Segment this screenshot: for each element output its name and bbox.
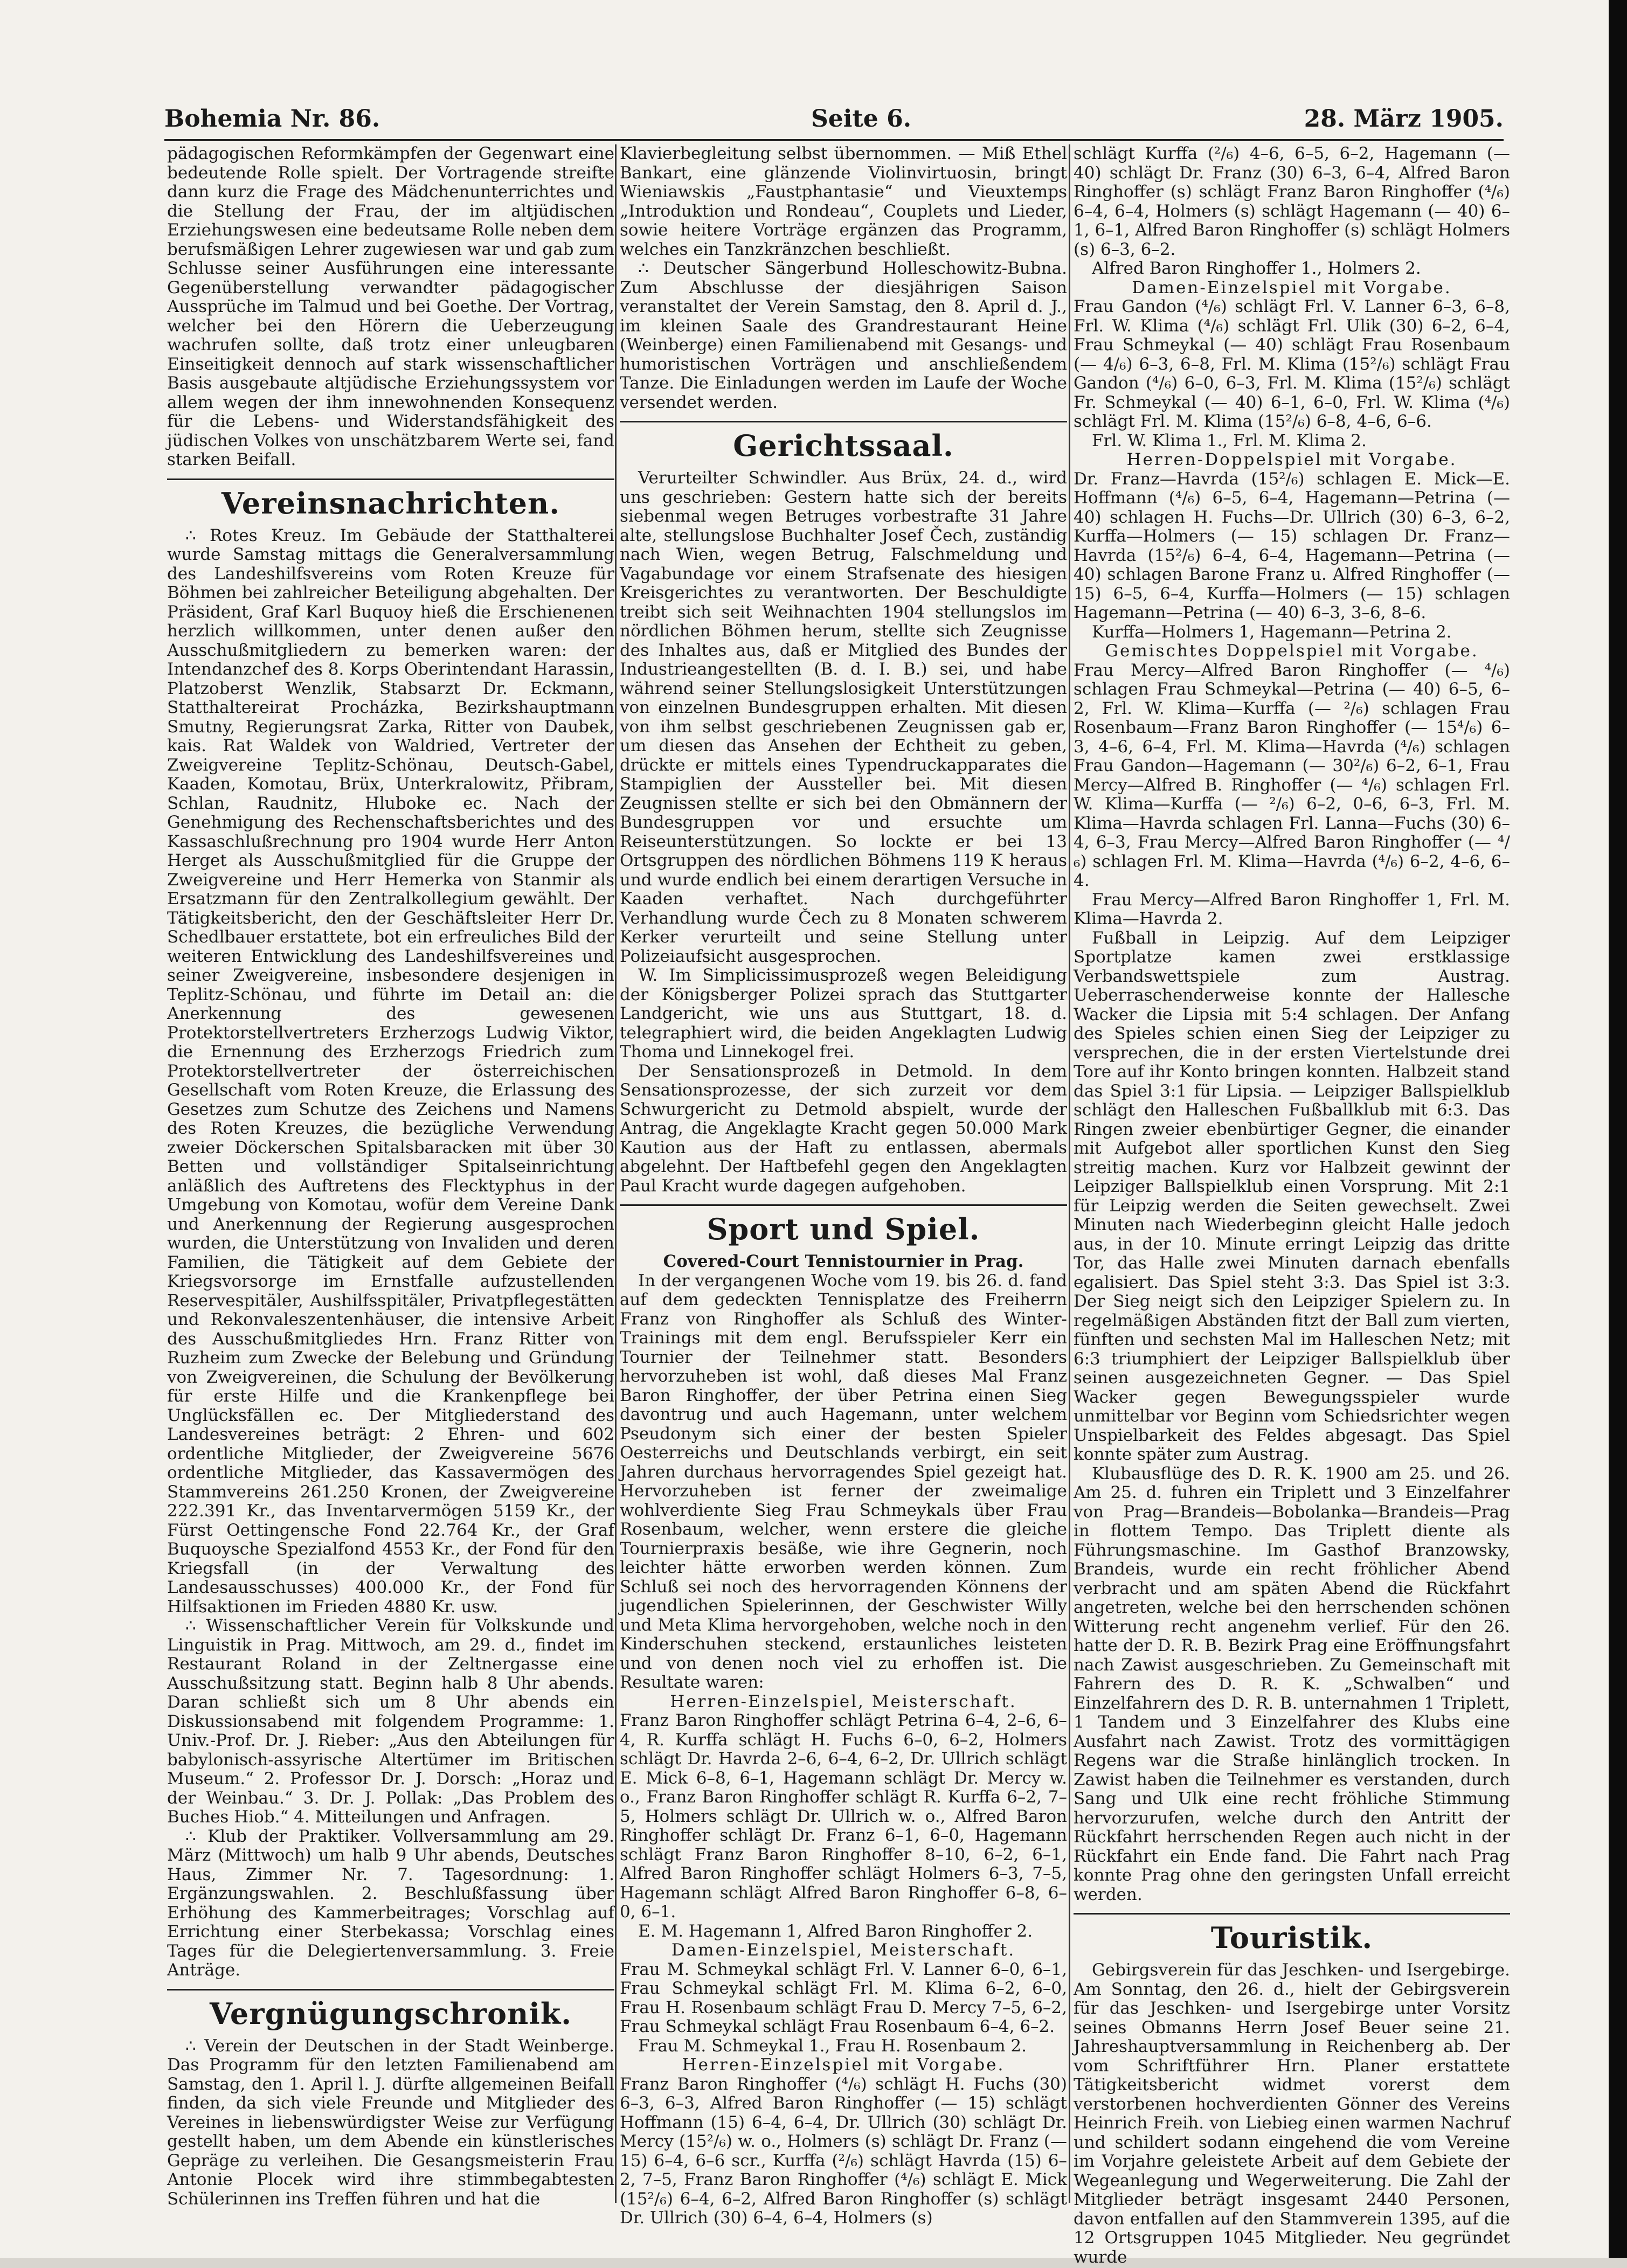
results-ranking: Frau Mercy—Alfred Baron Ringhoffer 1, Frl. M. Klima—Havrda 2. [1074,890,1510,928]
section-heading-gerichtssaal: Gerichtssaal. [733,428,954,463]
section-rule [167,1989,614,1990]
section-heading-vereinsnachrichten: Vereinsnachrichten. [221,485,560,521]
results-ranking: Frau M. Schmeykal 1., Frau H. Rosenbaum 2. [638,2036,1027,2056]
results-text: Frau M. Schmeykal schlägt Frl. V. Lanner 6–0, 6–1, Frau Schmeykal schlägt Frl. M. Klima 6–2, 6–0, Frau H. Rosenbaum schlägt Frau D. Mercy 7–5, 6–2, Frau Schmeykal schlägt Frau Rosenbaum 6–4, 6–2. [620,1959,1067,2036]
results-heading: Herren-Einzelspiel mit Vorgabe. [682,2055,1005,2075]
article-detmold: Der Sensationsprozeß in Detmold. In dem Sensationsprozesse, der sich zurzeit vor dem Schwurgericht zu Detmold abspielt, wurde der Antrag, die Angeklagte Kracht gegen 50.000 Mark Kaution aus der Haft zu entlassen, abermals abgelehnt. Der Haftbefehl gegen den Angeklagten Paul Kracht wurde dagegen aufgehoben. [620,1061,1067,1196]
results-ranking: Alfred Baron Ringhoffer 1., Holmers 2. [1092,259,1421,278]
results-text: Frau Gandon (⁴/₆) schlägt Frl. V. Lanner 6–3, 6–8, Frl. W. Klima (⁴/₆) schlägt Frl. Ulik (30) 6–2, 6–4, Frau Schmeykal (— 40) schlägt Frau Rosenbaum (— 4/₆) 6–3, 6–8, Frl. M. Klima (15²/₆) schlägt Frau Gandon (⁴/₆) 6–0, 6–3, Frl. M. Klima (15²/₆) schlägt Fr. Schmeykal (— 40) 6–1, 6–0, Frl. W. Klima (⁴/₆) schlägt Frl. M. Klima (15²/₆) 6–8, 4–6, 6–6. [1074,297,1510,431]
column-1 [167,144,614,2209]
section-rule [1074,1913,1510,1915]
article-tennis: In der vergangenen Woche vom 19. bis 26. d. fand auf dem gedeckten Tennisplatze des Freiherrn Franz von Ringhoffer als Schluß des Winter-Trainings mit dem engl. Berufsspieler Kerr ein Tournier der Teilnehmer statt. Besonders hervorzuheben ist wohl, daß dieses Mal Franz Baron Ringhoffer, der über Petrina einen Sieg davontrug und auch Hagemann, unter welchem Pseudonym sich einer der besten Spieler Oesterreichs und Deutschlands verbirgt, ein seit Jahren durchaus hervorragendes Spiel gezeigt hat. Hervorzuheben ist ferner der zweimalige wohlverdiente Sieg Frau Schmeykals über Frau Rosenbaum, welcher, wenn erstere die gleiche Tournierpraxis besäße, wie ihre Gegnerin, noch leichter hätte erworben werden können. Zum Schluß sei noch des hervorragenden Könnens der jugendlichen Spielerinnen, der Geschwister Willy und Meta Klima hervorgehoben, welche noch in den Kinderschuhen steckend, erstaunliches leisteten und von denen noch viel zu erhoffen ist. Die Resultate waren: [620,1271,1067,1692]
article-wissenschaftlicher-verein: ∴ Wissenschaftlicher Verein für Volkskunde und Linguistik in Prag. Mittwoch, am 29. d., findet im Restaurant Roland in der Zeltnergasse eine Ausschußsitzung statt. Beginn halb 8 Uhr abends. Daran schließt sich um 8 Uhr abends ein Diskussionsabend mit folgendem Programme: 1. Univ.-Prof. Dr. J. Rieber: „Aus den Abteilungen für babylonisch-assyrische Altertümer im Britischen Museum.“ 2. Professor Dr. J. Dorsch: „Horaz und der Weinbau.“ 3. Dr. J. Pollak: „Das Problem des Buches Hiob.“ 4. Mitteilungen und Anfragen. [167,1616,614,1827]
page-number: Seite 6. [811,105,912,133]
article-rotes-kreuz: ∴ Rotes Kreuz. Im Gebäude der Statthalterei wurde Samstag mittags die Generalversammlung des Landeshilfsvereins vom Roten Kreuze für Böhmen bei zahlreicher Beteiligung abgehalten. Der Präsident, Graf Karl Buquoy hieß die Erschienenen herzlich willkommen, unter denen außer den Ausschußmitgliedern zu bemerken waren: der Intendanzchef des 8. Korps Oberintendant Harassin, Platzoberst Wenzlik, Stabsarzt Dr. Eckmann, Statthaltereirat Procházka, Bezirkshauptmann Smutny, Regierungsrat Zarka, Ritter von Daubek, kais. Rat Waldek von Waldried, Vertreter der Zweigvereine Teplitz-Schönau, Deutsch-Gabel, Kaaden, Komotau, Brüx, Unterkralowitz, Přibram, Schlan, Raudnitz, Hluboke ec. Nach der Genehmigung des Rechenschaftsberichtes und des Kassaschlußrechnung pro 1904 wurde Herr Anton Herget als Ausschußmitglied für die Gruppe der Zweigvereine und Herr Hemerka von Stanmir als Ersatzmann für den Zentralkollegium gewählt. Der Tätigkeitsbericht, den der Geschäftsleiter Herr Dr. Schedlbauer erstattete, bot ein erfreuliches Bild der weiteren Entwicklung des Landeshilfsvereines und seiner Zweigvereine, insbesondere desjenigen in Teplitz-Schönau, und führte im Detail an: die Anerkennung des gewesenen Protektorstellvertreters Erzherzogs Ludwig Viktor, die Ernennung des Erzherzogs Friedrich zum Protektorstellvertreter der österreichischen Gesellschaft vom Roten Kreuze, die Erlassung des Gesetzes zum Schutze des Zeichens und Namens des Roten Kreuzes, die bezügliche Verwendung zweier Döckerschen Spitalsbaracken mit über 30 Betten und vollständiger Spitalseinrichtung anläßlich des Auftretens des Flecktyphus in der Umgebung von Komotau, wofür dem Vereine Dank und Anerkennung der Regierung ausgesprochen wurden, die Unterstützung von Invaliden und deren Familien, die Tätigkeit auf dem Gebiete der Kriegsvorsorge im Ernstfalle aufzustellenden Reservespitäler, Aushilfsspitäler, Privatpflegestätten und Rekonvaleszentenhäuser, die intensive Arbeit des Ausschußmitgliedes Hrn. Franz Ritter von Ruzheim zum Zwecke der Belebung und Gründung von Zweigvereinen, die Schulung der Bevölkerung für erste Hilfe und die Krankenpflege bei Unglücksfällen ec. Der Mitgliederstand des Landesvereines beträgt: 2 Ehren- und 602 ordentliche Mitglieder, der Zweigvereine 5676 ordentliche Mitglieder, das Kassavermögen des Stammvereins 261.250 Kronen, der Zweigvereine 222.391 Kr., das Inventarvermögen 5159 Kr., der Fürst Oettingensche Fond 22.764 Kr., der Graf Buquoysche Spezialfond 4553 Kr., der Fond für den Kriegsfall (in der Verwaltung des Landesausschusses) 400.000 Kr., der Fond für Hilfsaktionen im Frieden 4880 Kr. usw. [167,525,614,1617]
section-rule [620,1204,1067,1206]
article-saengerbund: ∴ Deutscher Sängerbund Holleschowitz-Bubna. Zum Abschlusse der diesjährigen Saison veranstaltet der Verein Samstag, den 8. April d. J., im kleinen Saale des Grandrestaurant Heine (Weinberge) einen Familienabend mit Gesangs- und humoristischen Vorträgen und anschließendem Tanze. Die Einladungen werden im Laufe der Woche versendet werden. [620,259,1067,412]
article-schwindler: Verurteilter Schwindler. Aus Brüx, 24. d., wird uns geschrieben: Gestern hatte sich der bereits siebenmal wegen Betruges vorbestrafte 31 Jahre alte, stellungslose Buchhalter Josef Čech, zuständig nach Wien, wegen Betrug, Falschmeldung und Vagabundage vor einem Strafsenate des hiesigen Kreisgerichtes zu verantworten. Der Beschuldigte treibt sich seit Weihnachten 1904 stellungslos im nördlichen Böhmen herum, stellte sich Zeugnisse des Inhaltes aus, daß er Mitglied des Bundes der Industrieangestellten (B. d. I. B.) sei, und habe während seiner Stellungslosigkeit Unterstützungen von einzelnen Bundesgruppen erhalten. Mit diesen von ihm selbst geschriebenen Zeugnissen gab er, um diesen das Ansehen der Echtheit zu geben, drückte er mittels eines Typendruckapparates die Stampiglien der Aussteller bei. Mit diesen Zeugnissen stellte er sich bei den Obmännern der Bundesgruppen vor und ersuchte um Reiseunterstützungen. So lockte er bei 13 Ortsgruppen des nördlichen Böhmens 119 K heraus und wurde endlich bei einem derartigen Versuche in Kaaden verhaftet. Nach durchgeführter Verhandlung wurde Čech zu 8 Monaten schwerem Kerker verurteilt und seine Stellung unter Polizeiaufsicht ausgesprochen. [620,468,1067,966]
section-heading-sport: Sport und Spiel. [707,1212,980,1246]
column-3 [1074,144,1510,2267]
results-ranking: Kurffa—Holmers 1, Hagemann—Petrina 2. [1092,622,1452,642]
column-2 [620,144,1067,2228]
article-gebirgsverein: Gebirgsverein für das Jeschken- und Isergebirge. Am Sonntag, den 26. d., hielt der Gebirgsverein für das Jeschken- und Isergebirge unter Vorsitz seines Obmanns Herrn Josef Beuer seine 21. Jahreshauptversammlung in Reichenberg ab. Der vom Schriftführer Hrn. Planer erstattete Tätigkeitsbericht widmet vorerst dem verstorbenen hochverdienten Gönner des Vereins Heinrich Freih. von Liebieg einen warmen Nachruf und schildert sodann eingehend die vom Vereine im Vorjahre geleistete Arbeit auf dem Gebiete der Wegeanlegung und Wegerweiterung. Die Zahl der Mitglieder beträgt insgesamt 2440 Personen, davon entfallen auf den Stammverein 1395, auf die 12 Ortsgruppen 1045 Mitglieder. Neu gegründet wurde [1074,1960,1510,2267]
page-header [164,105,1504,137]
article-continuation: pädagogischen Reformkämpfen der Gegenwart eine bedeutende Rolle spielt. Der Vortragende streifte dann kurz die Frage des Mädchenunterrichtes und die Stellung der Frau, der im altjüdischen Erziehungswesen eine bedeutsame Rolle neben dem berufsmäßigen Lehrer zugewiesen war und gab zum Schlusse seiner Ausführungen eine interessante Gegenüberstellung verwandter pädagogischer Aussprüche im Talmud und bei Goethe. Der Vortrag, welcher bei den Hörern die Ueberzeugung wachrufen sollte, daß trotz einer unleugbaren Einseitigkeit dennoch auf stark wissenschaftlicher Basis ausgebaute altjüdische Erziehungssystem vor allem wegen der ihm innewohnenden Konsequenz für die Lebens- und Widerstandsfähigkeit des jüdischen Volkes von unschätzbarem Werte sei, fand starken Beifall. [167,144,614,469]
results-text: schlägt Kurffa (²/₆) 4–6, 6–5, 6–2, Hagemann (— 40) schlägt Dr. Franz (30) 6–3, 6–4, Alfred Baron Ringhoffer (s) schlägt Franz Baron Ringhoffer (⁴/₆) 6–4, 6–4, Holmers (s) schlägt Hagemann (— 40) 6–1, 6–1, Alfred Baron Ringhoffer (s) schlägt Holmers (s) 6–3, 6–2. [1074,144,1510,259]
page-edge [1609,0,1627,2268]
results-text: Franz Baron Ringhoffer schlägt Petrina 6–4, 2–6, 6–4, R. Kurffa schlägt H. Fuchs 6–0, 6–2, Holmers schlägt Dr. Havrda 2–6, 6–4, 6–2, Dr. Ullrich schlägt E. Mick 6–8, 6–1, Hagemann schlägt Dr. Mercy w. o., Franz Baron Ringhoffer schlägt R. Kurffa 6–2, 7–5, Holmers schlägt Dr. Ullrich w. o., Alfred Baron Ringhoffer schlägt Dr. Franz 6–1, 6–0, Hagemann schlägt Franz Baron Ringhoffer 8–10, 6–2, 6–1, Alfred Baron Ringhoffer schlägt Holmers 6–3, 7–5, Hagemann schlägt Alfred Baron Ringhoffer 6–8, 6–0, 6–1. [620,1711,1067,1922]
newspaper-title: Bohemia Nr. 86. [164,105,380,133]
section-rule [167,478,614,480]
results-heading: Damen-Einzelspiel mit Vorgabe. [1132,278,1452,297]
results-heading: Herren-Einzelspiel, Meisterschaft. [670,1691,1017,1711]
results-text: Dr. Franz—Havrda (15²/₆) schlagen E. Mick—E. Hoffmann (⁴/₆) 6–5, 6–4, Hagemann—Petrina (— 40) schlagen H. Fuchs—Dr. Ullrich (30) 6–3, 6–2, Kurffa—Holmers (— 15) schlagen Dr. Franz—Havrda (15²/₆) 6–4, 6–4, Hagemann—Petrina (— 40) schlagen Barone Franz u. Alfred Ringhoffer (— 15) 6–5, 6–4, Kurffa—Holmers (— 15) schlagen Hagemann—Petrina (— 40) 6–3, 3–6, 8–6. [1074,469,1510,622]
column-divider [1069,144,1070,2203]
section-rule [620,421,1067,422]
article-klubausfluege: Klubausflüge des D. R. K. 1900 am 25. und 26. Am 25. d. fuhren ein Triplett und 3 Einzelfahrer von Prag—Brandeis—Bobolanka—Brandeis—Prag in flottem Tempo. Das Triplett diente als Führungsmaschine. Im Gasthof Branzowsky, Brandeis, wurde ein recht fröhlicher Abend verbracht und am späten Abend die Rückfahrt angetreten, welche bei den herrschenden schönen Witterung recht angenehm verlief. Für den 26. hatte der D. R. B. Bezirk Prag eine Eröffnungsfahrt nach Zawist ausgeschrieben. Zu Gemeinschaft mit Fahrern des D. R. K. „Schwalben“ und Einzelfahrern des D. R. B. unternahmen 1 Triplett, 1 Tandem und 3 Einzelfahrer des Klubs eine Ausfahrt nach Zawist. Trotz des vormittägigen Regens war die Straße hinlänglich trocken. In Zawist haben die Teilnehmer es verstanden, durch Sang und Ulk eine recht fröhliche Stimmung hervorzurufen, welche durch den Antritt der Rückfahrt herrschenden Regen auch nicht in der Rückfahrt ein Ende fand. Die Fahrt nach Prag konnte Prag ohne den geringsten Unfall erreicht werden. [1074,1464,1510,1904]
results-heading: Damen-Einzelspiel, Meisterschaft. [671,1940,1016,1960]
results-text: Franz Baron Ringhoffer (⁴/₆) schlägt H. Fuchs (30) 6–3, 6–3, Alfred Baron Ringhoffer (— 15) schlägt Hoffmann (15) 6–4, 6–4, Dr. Ullrich (30) schlägt Dr. Mercy (15²/₆) w. o., Holmers (s) schlägt Dr. Franz (— 15) 6–4, 6–6 scr., Kurffa (²/₆) schlägt Havrda (15) 6–2, 7–5, Franz Baron Ringhoffer (⁴/₆) schlägt E. Mick (15²/₆) 6–4, 6–2, Alfred Baron Ringhoffer (s) schlägt Dr. Ullrich (30) 6–4, 6–4, Holmers (s) [620,2074,1067,2228]
issue-date: 28. März 1905. [1304,105,1504,133]
section-heading-touristik: Touristik. [1210,1920,1373,1955]
results-ranking: E. M. Hagemann 1, Alfred Baron Ringhoffer 2. [638,1921,1033,1941]
section-heading-vergnuegungschronik: Vergnügungschronik. [209,1996,572,2031]
article-headline-tennis: Covered-Court Tennistournier in Prag. [663,1252,1024,1271]
results-heading: Herren-Doppelspiel mit Vorgabe. [1126,450,1457,469]
article-verein-weinberge: ∴ Verein der Deutschen in der Stadt Weinberge. Das Programm für den letzten Familienabend am Samstag, den 1. April l. J. dürfte allgemeinen Beifall finden, da sich viele Freunde und Mitglieder des Vereines in liebenswürdigster Weise zur Verfügung gestellt haben, um dem Abende ein künstlerisches Gepräge zu verleihen. Die Gesangsmeisterin Frau Antonie Plocek wird ihre stimmbegabtesten Schülerinnen ins Treffen führen und hat die [167,2036,614,2209]
article-fussball: Fußball in Leipzig. Auf dem Leipziger Sportplatze kamen zwei erstklassige Verbandswettspiele zum Austrag. Ueberraschenderweise konnte der Hallesche Wacker die Lipsia mit 5:4 schlagen. Der Anfang des Spieles schien einen Sieg der Leipziger zu versprechen, die in der ersten Viertelstunde drei Tore auf ihr Konto bringen konnten. Halbzeit stand das Spiel 3:1 für Lipsia. — Leipziger Ballspielklub schlägt den Halleschen Fußballklub mit 6:3. Das Ringen zweier ebenbürtiger Gegner, die einander mit Aufgebot aller sportlichen Kunst den Sieg streitig machen. Kurz vor Halbzeit gewinnt der Leipziger Ballspielklub einen Vorsprung. Mit 2:1 für Leipzig werden die Seiten gewechselt. Zwei Minuten nach Wiederbeginn gleicht Halle jedoch aus, in der 10. Minute erringt Leipzig das dritte Tor, das Halle zwei Minuten darnach ebenfalls egalisiert. Das Spiel steht 3:3. Das Spiel ist 3:3. Der Sieg neigt sich den Leipziger Spielern zu. In regelmäßigen Abständen fitzt der Ball zum vierten, fünften und sechsten Mal im Halleschen Netz; mit 6:3 triumphiert der Leipziger Ballspielklub über seinen ausgezeichneten Gegner. — Das Spiel Wacker gegen Bewegungsspieler wurde unmittelbar vor Beginn vom Schiedsrichter wegen Unspielbarkeit des Feldes abgesagt. Das Spiel konnte später zum Austrag. [1074,928,1510,1464]
article-simplicissimus: W. Im Simplicissimusprozeß wegen Beleidigung der Königsberger Polizei sprach das Stuttgarter Landgericht, wie uns aus Stuttgart, 18. d. telegraphiert wird, die beiden Angeklagten Ludwig Thoma und Linnekogel frei. [620,966,1067,1062]
column-divider [615,144,617,2203]
results-heading: Gemischtes Doppelspiel mit Vorgabe. [1105,641,1479,661]
results-text: Frau Mercy—Alfred Baron Ringhoffer (— ⁴/₆) schlagen Frau Schmeykal—Petrina (— 40) 6–5, 6–2, Frl. W. Klima—Kurffa (— ²/₆) schlagen Frau Rosenbaum—Franz Baron Ringhoffer (— 15⁴/₆) 6–3, 4–6, 6–4, Frl. M. Klima—Havrda (⁴/₆) schlagen Frau Gandon—Hagemann (— 30²/₆) 6–2, 6–1, Frau Mercy—Alfred B. Ringhoffer (— ⁴/₆) schlagen Frl. W. Klima—Kurffa (— ²/₆) 6–2, 0–6, 6–3, Frl. M. Klima—Havrda schlagen Frl. Lanna—Fuchs (30) 6–4, 6–3, Frau Mercy—Alfred Baron Ringhoffer (— ⁴/₆) schlagen Frl. M. Klima—Havrda (⁴/₆) 6–2, 4–6, 6–4. [1074,660,1510,890]
article-continuation: Klavierbegleitung selbst übernommen. — Miß Ethel Bankart, eine glänzende Violinvirtuosin, bringt Wieniawskis „Faustphantasie“ und Vieuxtemps „Introduktion und Rondeau“, Couplets und Lieder, sowie heitere Vorträge ergänzen das Programm, welches ein Tanzkränzchen beschließt. [620,144,1067,259]
header-rule [164,139,1504,141]
results-ranking: Frl. W. Klima 1., Frl. M. Klima 2. [1092,431,1367,450]
article-klub-der-praktiker: ∴ Klub der Praktiker. Vollversammlung am 29. März (Mittwoch) um halb 9 Uhr abends, Deutsches Haus, Zimmer Nr. 7. Tagesordnung: 1. Ergänzungswahlen. 2. Beschlußfassung über Erhöhung des Kammerbeitrages; Vorschlag auf Errichtung einer Sterbekassa; Vorschlag eines Tages für die Delegiertenversammlung. 3. Freie Anträge. [167,1826,614,1980]
